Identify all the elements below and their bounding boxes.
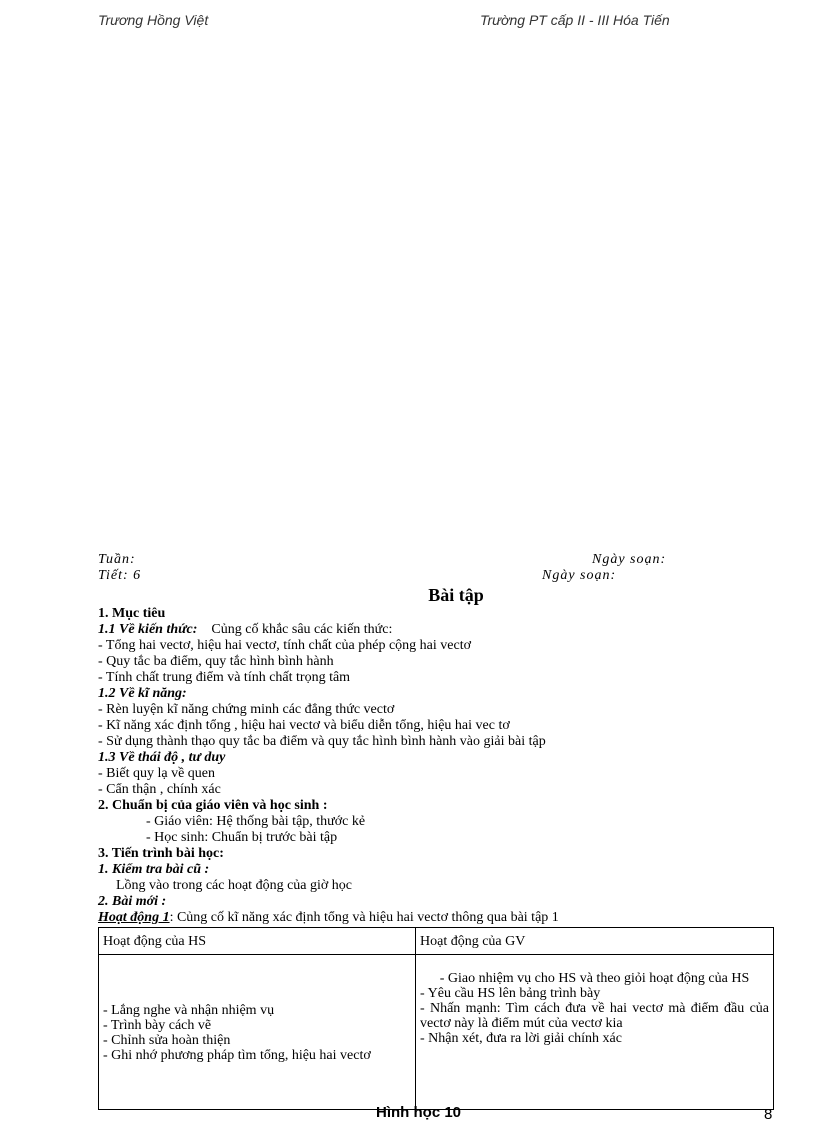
- activity-table: [98, 927, 774, 1110]
- knowledge-label: 1.1 Về kiến thức:: [98, 622, 198, 637]
- skill-item: - Sử dụng thành thạo quy tắc ba điểm và quy tắc hình bình hành vào giải bài tập: [98, 734, 546, 749]
- page-number: 8: [764, 1106, 773, 1123]
- header-school: Trường PT cấp II - III Hóa Tiến: [480, 12, 670, 28]
- activity-1-text: : Củng cố kĩ năng xác định tổng và hiệu hai vectơ thông qua bài tập 1: [169, 910, 559, 925]
- col-header-teacher: Hoạt động của GV: [416, 928, 774, 955]
- activity-1-heading: [98, 910, 774, 926]
- skill-item: - Kĩ năng xác định tổng , hiệu hai vectơ và biểu diễn tổng, hiệu hai vec tơ: [98, 718, 510, 733]
- prep-date-label-1: Ngày soạn:: [592, 552, 667, 567]
- student-activity: - Ghi nhớ phương pháp tìm tổng, hiệu hai vectơ: [103, 1048, 371, 1063]
- section-objectives: 1. Mục tiêu: [98, 606, 166, 621]
- teacher-activity: - Nhấn mạnh: Tìm cách đưa về hai vectơ mà điểm đầu của vectơ này là điểm mút của vectơ kia: [420, 1001, 769, 1031]
- table-header-row: [99, 928, 774, 955]
- header-author: Trương Hồng Việt: [98, 12, 209, 28]
- attitude-heading: 1.3 Về thái độ , tư duy: [98, 750, 226, 765]
- knowledge-item: - Quy tắc ba điểm, quy tắc hình bình hành: [98, 654, 334, 669]
- skills-heading: 1.2 Về kĩ năng:: [98, 686, 187, 701]
- review-text: Lồng vào trong các hoạt động của giờ học: [116, 878, 352, 893]
- student-activity: - Trình bày cách vẽ: [103, 1018, 212, 1033]
- attitude-item: - Biết quy lạ về quen: [98, 766, 216, 781]
- student-activity: - Lắng nghe và nhận nhiệm vụ: [103, 1003, 275, 1018]
- table-row: [99, 955, 774, 1110]
- preparation-heading: 2. Chuẩn bị của giáo viên và học sinh :: [98, 798, 328, 813]
- procedure-heading: 3. Tiến trình bài học:: [98, 846, 224, 861]
- teacher-activity: - Yêu cầu HS lên bảng trình bày: [420, 986, 601, 1001]
- prep-student: - Học sinh: Chuẩn bị trước bài tập: [146, 830, 338, 845]
- knowledge-item: - Tính chất trung điểm và tính chất trọng tâm: [98, 670, 351, 685]
- col-header-student: Hoạt động của HS: [99, 928, 416, 955]
- student-activities-cell: [99, 955, 416, 1110]
- teacher-activity: - Giao nhiệm vụ cho HS và theo giỏi hoạt động của HS: [439, 971, 750, 986]
- period-row: [98, 568, 774, 584]
- knowledge-intro: Củng cố khắc sâu các kiến thức:: [197, 622, 393, 637]
- knowledge-heading: [98, 622, 774, 638]
- new-lesson-heading: 2. Bài mới :: [98, 894, 167, 909]
- activity-1-label: Hoạt động 1: [98, 910, 170, 925]
- skill-item: - Rèn luyện kĩ năng chứng minh các đẳng thức vectơ: [98, 702, 395, 717]
- teacher-activity: - Nhận xét, đưa ra lời giải chính xác: [420, 1031, 622, 1046]
- week-label: Tuần:: [98, 552, 136, 567]
- period-label: Tiết: 6: [98, 568, 142, 583]
- review-heading: 1. Kiểm tra bài cũ :: [98, 862, 210, 877]
- week-row: [98, 552, 774, 568]
- prep-date-label-2: Ngày soạn:: [542, 568, 617, 583]
- prep-teacher: - Giáo viên: Hệ thống bài tập, thước kẻ: [146, 814, 366, 829]
- teacher-activities-cell: [416, 955, 774, 1110]
- student-activity: - Chỉnh sửa hoàn thiện: [103, 1033, 231, 1048]
- page-title: Bài tập: [428, 585, 484, 605]
- attitude-item: - Cẩn thận , chính xác: [98, 782, 221, 797]
- footer-subject: Hình học 10: [376, 1104, 462, 1121]
- knowledge-item: - Tổng hai vectơ, hiệu hai vectơ, tính chất của phép cộng hai vectơ: [98, 638, 471, 653]
- lesson-document: [98, 552, 774, 1110]
